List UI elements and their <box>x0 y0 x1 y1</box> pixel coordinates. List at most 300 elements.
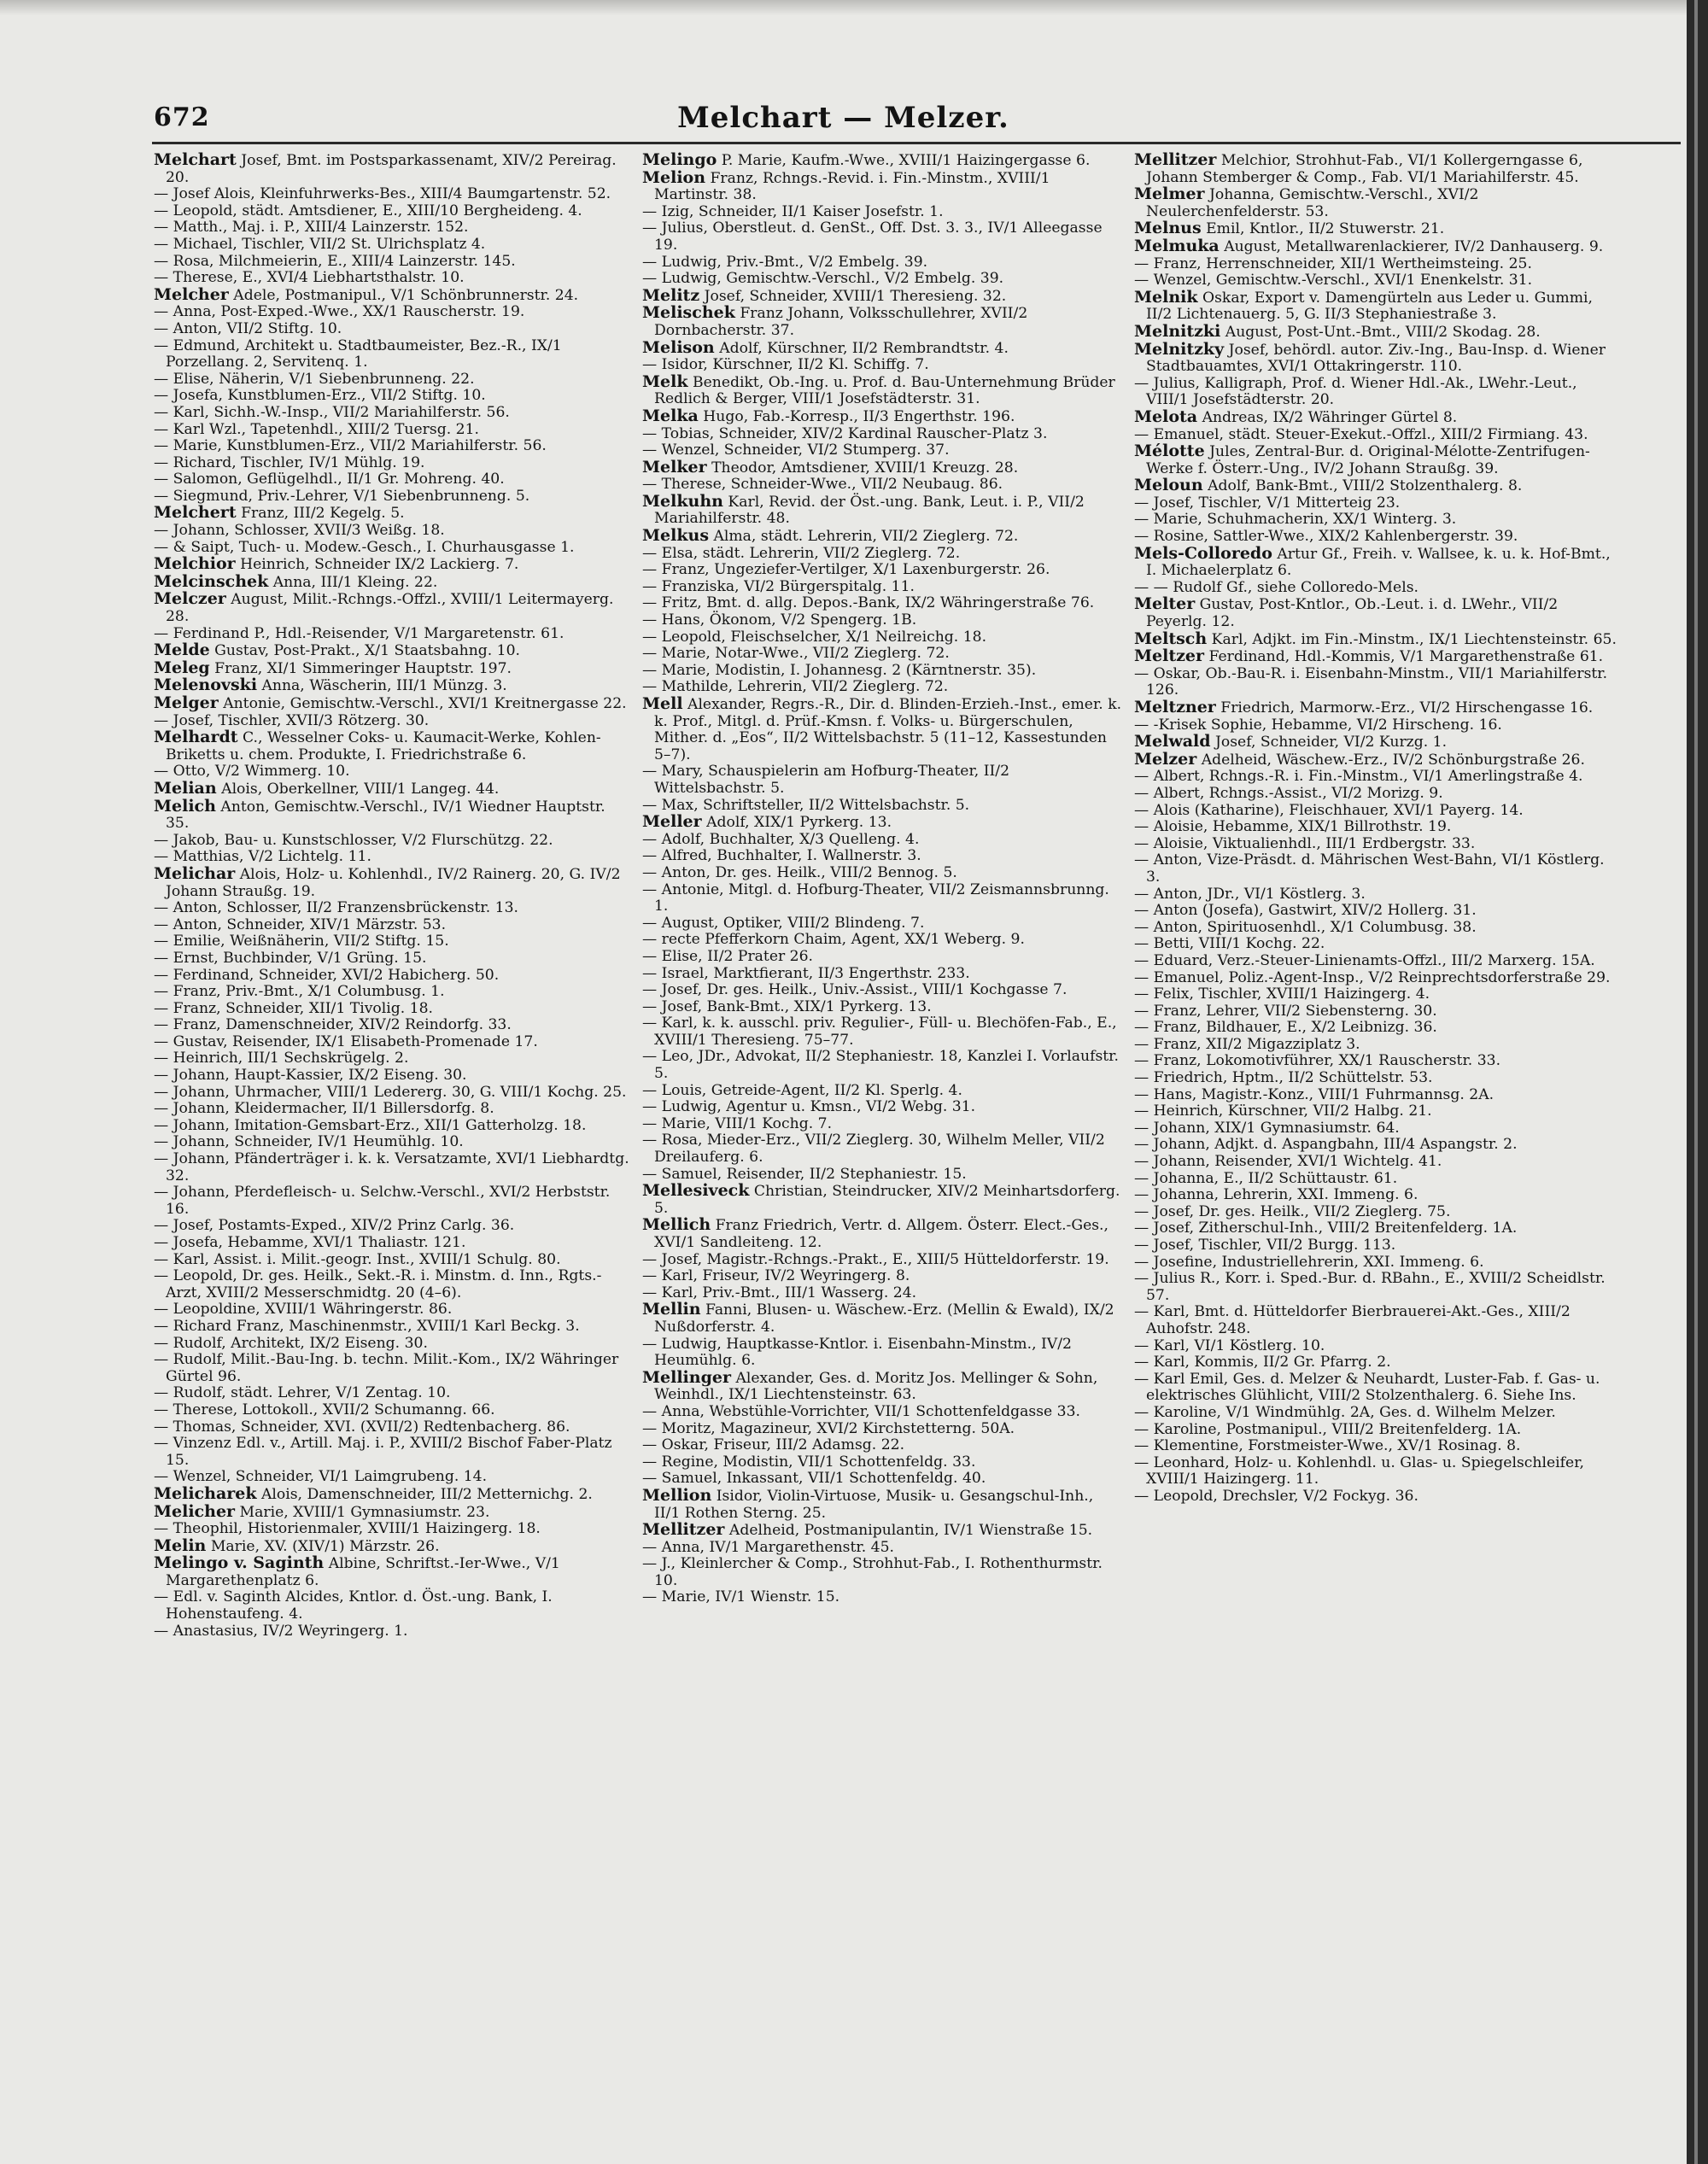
entry-surname: Mellinger <box>642 1367 731 1387</box>
entry-text: — -Krisek Sophie, Hebamme, VI/2 Hirscheng. 16. <box>1134 716 1502 734</box>
entry-surname: Melischek <box>642 303 735 323</box>
directory-entry <box>154 523 632 540</box>
directory-entry <box>642 1049 1122 1082</box>
entry-surname: Melka <box>642 406 699 425</box>
entry-surname: Melde <box>154 640 210 660</box>
entry-text: — Karl, Kommis, II/2 Gr. Pfarrg. 2. <box>1134 1354 1391 1372</box>
entry-text: Alexander, Ges. d. Moritz Jos. Mellinger & Sohn, Weinhdl., IX/1 Liechtensteinstr. 63. <box>654 1369 1098 1404</box>
entry-surname: Melison <box>642 337 715 357</box>
entry-text: — Heinrich, III/1 Sechskrügelg. 2. <box>154 1050 409 1067</box>
directory-entry <box>1134 443 1619 477</box>
directory-entry <box>154 863 632 900</box>
entry-text: — Wenzel, Schneider, VI/2 Stumperg. 37. <box>642 442 950 459</box>
entry-text: — Johann, Adjkt. d. Aspangbahn, III/4 Aspangstr. 2. <box>1134 1136 1518 1154</box>
entry-surname: Melcher <box>154 284 229 304</box>
entry-surname: Melger <box>154 693 219 712</box>
entry-text: — Aloisie, Viktualienhdl., III/1 Erdbergstr. 33. <box>1134 834 1476 852</box>
entry-text: — Rudolf, Milit.-Bau-Ing. b. techn. Milit.-Kom., IX/2 Währinger Gürtel 96. <box>154 1351 619 1385</box>
entry-text: — Heinrich, Kürschner, VII/2 Halbg. 21. <box>1134 1102 1432 1120</box>
directory-entry <box>642 1116 1122 1133</box>
page-number: 672 <box>154 102 210 132</box>
entry-surname: Meltzer <box>1134 646 1205 666</box>
entry-text: Oskar, Export v. Damengürteln aus Leder u. Gummi, II/2 Lichtenauerg. 5, G. II/3 Stephaniestraße 3. <box>1146 289 1593 324</box>
directory-entry <box>1134 1438 1619 1455</box>
directory-entry <box>1134 786 1619 803</box>
entry-text: — Rosine, Sattler-Wwe., XIX/2 Kahlenbergerstr. 39. <box>1134 528 1518 546</box>
directory-entry <box>154 1085 632 1102</box>
directory-entry <box>642 1183 1122 1217</box>
entry-text: — Julius, Oberstleut. d. GenSt., Off. Dst. 3. 3., IV/1 Alleegasse 19. <box>642 219 1103 254</box>
entry-text: — Emanuel, Poliz.-Agent-Insp., V/2 Reinprechtsdorferstraße 29. <box>1134 968 1611 986</box>
directory-entry <box>1134 986 1619 1003</box>
entry-text: — Israel, Marktfierant, II/3 Engerthstr. 233. <box>642 964 970 982</box>
directory-entry <box>642 1252 1122 1269</box>
entry-text: Adolf, Kürschner, II/2 Rembrandtstr. 4. <box>714 339 1009 357</box>
entry-text: — Karl Emil, Ges. d. Melzer & Neuhardt, Luster-Fab. f. Gas- u. elektrisches Glühlicht, VIII/2 Stolzenthalerg. 6. Siehe Ins. <box>1134 1370 1600 1405</box>
directory-entry <box>154 1101 632 1118</box>
directory-entry <box>154 677 632 695</box>
directory-entry <box>1134 1455 1619 1488</box>
entry-text: — Matth., Maj. i. P., XIII/4 Lainzerstr. 152. <box>154 219 469 237</box>
entry-surname: Mellich <box>642 1215 711 1235</box>
directory-entry <box>154 1252 632 1269</box>
directory-entry <box>154 237 632 254</box>
entry-text: — Johann, Schlosser, XVII/3 Weißg. 18. <box>154 522 445 540</box>
directory-entry <box>1134 1372 1619 1405</box>
directory-entry <box>154 405 632 422</box>
entry-text: Adolf, XIX/1 Pyrkerg. 13. <box>701 814 892 832</box>
entry-surname: Melian <box>154 778 217 798</box>
directory-entry <box>642 882 1122 915</box>
directory-entry <box>1134 1271 1619 1304</box>
entry-surname: Meller <box>642 812 702 832</box>
entry-text: Gustav, Post-Prakt., X/1 Staatsbahng. 10. <box>209 642 521 660</box>
directory-entry <box>642 612 1122 629</box>
directory-entry <box>154 338 632 371</box>
entry-surname: Mellesiveck <box>642 1181 750 1201</box>
entry-surname: Melczer <box>154 589 226 609</box>
directory-entry <box>154 1218 632 1235</box>
entry-text: — Anton (Josefa), Gastwirt, XIV/2 Hollerg. 31. <box>1134 902 1477 920</box>
directory-entry <box>1134 936 1619 953</box>
entry-text: Franz Friedrich, Vertr. d. Allgem. Österr. Elect.-Ges., XVI/1 Sandleiteng. 12. <box>654 1217 1108 1251</box>
entry-text: — Hans, Magistr.-Konz., VIII/1 Fuhrmannsg. 2A. <box>1134 1085 1494 1103</box>
directory-entry <box>642 1132 1122 1166</box>
directory-entry <box>154 778 632 798</box>
entry-text: — Jakob, Bau- u. Kunstschlosser, V/2 Flurschützg. 22. <box>154 831 553 849</box>
entry-surname: Mellin <box>642 1300 701 1319</box>
directory-entry <box>154 1501 632 1522</box>
directory-entry <box>154 591 632 625</box>
entry-text: August, Metallwarenlackierer, IV/2 Danhauserg. 9. <box>1219 237 1604 255</box>
entry-text: — Regine, Modistin, VII/1 Schottenfeldg. 33. <box>642 1453 976 1471</box>
directory-entry <box>1134 339 1619 376</box>
entry-text: — Hans, Ökonom, V/2 Spengerg. 1B. <box>642 611 917 629</box>
entry-text: Melchior, Strohhut-Fab., VI/1 Kollergerngasse 6, Johann Stemberger & Comp., Fab. VI/1 Mariahilferstr. 45. <box>1146 152 1583 186</box>
entry-text: — Richard Franz, Maschinenmstr., XVIII/1 Karl Beckg. 3. <box>154 1317 580 1335</box>
directory-entry <box>1134 1137 1619 1154</box>
entry-text: — Oskar, Ob.-Bau-R. i. Eisenbahn-Minstm., VII/1 Mariahilferstr. 126. <box>1134 664 1608 699</box>
directory-entry <box>642 679 1122 696</box>
entry-text: — Theophil, Historienmaler, XVIII/1 Haizingerg. 18. <box>154 1520 541 1538</box>
directory-entry <box>154 1336 632 1353</box>
entry-text: — Josef, Dr. ges. Heilk., Univ.-Assist., VIII/1 Kochgasse 7. <box>642 981 1068 999</box>
entry-text: Alois, Holz- u. Kohlenhdl., IV/2 Rainerg. 20, G. IV/2 Johann Straußg. 19. <box>166 865 621 900</box>
directory-entry <box>642 426 1122 443</box>
entry-surname: Melota <box>1134 406 1198 426</box>
directory-entry <box>1134 321 1619 342</box>
header-rule <box>152 142 1681 144</box>
entry-text: — & Saipt, Tuch- u. Modew.-Gesch., I. Churhausgasse 1. <box>154 538 575 556</box>
directory-entry <box>154 1535 632 1556</box>
entry-text: — Wenzel, Schneider, VI/1 Laimgrubeng. 14. <box>154 1468 488 1486</box>
directory-entry <box>642 152 1122 170</box>
entry-surname: Melion <box>642 167 706 187</box>
directory-entry <box>154 1521 632 1538</box>
directory-entry <box>1134 953 1619 970</box>
entry-text: — Leonhard, Holz- u. Kohlenhdl. u. Glas- u. Spiegelschleifer, XVIII/1 Haizingerg. 11. <box>1134 1453 1584 1488</box>
directory-entry <box>1134 631 1619 649</box>
entry-text: — Josef, Tischler, XVII/3 Rötzerg. 30. <box>154 711 430 729</box>
entry-text: — Rudolf, städt. Lehrer, V/1 Zentag. 10. <box>154 1384 451 1402</box>
entry-surname: Melcinschek <box>154 571 269 591</box>
entry-text: — Michael, Tischler, VII/2 St. Ulrichsplatz 4. <box>154 235 486 253</box>
directory-entry <box>154 1555 632 1589</box>
directory-entry <box>1134 852 1619 886</box>
directory-entry <box>1134 1003 1619 1021</box>
entry-text: August, Post-Unt.-Bmt., VIII/2 Skodag. 28. <box>1220 323 1541 341</box>
entry-text: — J., Kleinlercher & Comp., Strohhut-Fab., I. Rothenthurmstr. 10. <box>642 1555 1103 1589</box>
directory-entry <box>154 1050 632 1067</box>
directory-entry <box>154 254 632 271</box>
directory-entry <box>154 1134 632 1151</box>
directory-entry <box>642 1421 1122 1438</box>
entry-text: — Alfred, Buchhalter, I. Wallnerstr. 3. <box>642 847 921 865</box>
directory-entry <box>154 1017 632 1034</box>
directory-entry <box>154 1589 632 1623</box>
directory-entry <box>1134 734 1619 752</box>
directory-entry <box>642 1099 1122 1116</box>
directory-entry <box>642 915 1122 933</box>
entry-text: Josef, Schneider, XVIII/1 Theresieng. 32. <box>699 287 1007 305</box>
entry-surname: Melkus <box>642 526 710 546</box>
entry-text: — Emilie, Weißnäherin, VII/2 Stiftg. 15. <box>154 933 449 950</box>
entry-text: — Otto, V/2 Wimmerg. 10. <box>154 763 350 781</box>
entry-surname: Melchert <box>154 503 237 523</box>
entry-text: — Leopold, Fleischselcher, X/1 Neilreichg. 18. <box>642 628 987 646</box>
entry-text: — Edl. v. Saginth Alcides, Kntlor. d. Öst.-ung. Bank, I. Hohenstaufeng. 4. <box>154 1588 553 1623</box>
directory-entry <box>642 1556 1122 1589</box>
entry-text: Josef, behördl. autor. Ziv.-Ing., Bau-Insp. d. Wiener Stadtbauamtes, XVI/1 Ottakringerstr. 110. <box>1146 341 1606 376</box>
directory-entry <box>154 1436 632 1469</box>
directory-entry <box>642 932 1122 949</box>
directory-entry <box>154 642 632 660</box>
entry-text: — Emanuel, städt. Steuer-Exekut.-Offzl., XIII/2 Firmiang. 43. <box>1134 425 1588 443</box>
column-2 <box>642 152 1122 2116</box>
directory-entry <box>154 933 632 950</box>
entry-text: Franz Johann, Volksschullehrer, XVII/2 Dornbacherstr. 37. <box>654 305 1028 339</box>
entry-text: — Anna, Webstühle-Vorrichter, VII/1 Schottenfeldgasse 33. <box>642 1402 1080 1420</box>
entry-text: — Karl, VI/1 Köstlerg. 10. <box>1134 1336 1325 1354</box>
entry-text: — Josefa, Hebamme, XVI/1 Thaliastr. 121. <box>154 1234 466 1251</box>
entry-text: — Wenzel, Gemischtw.-Verschl., XVI/1 Enenkelstr. 31. <box>1134 272 1533 290</box>
entry-text: — Elise, Näherin, V/1 Siebenbrunneng. 22. <box>154 370 475 388</box>
directory-entry <box>642 337 1122 358</box>
entry-text: — Karl, Sichh.-W.-Insp., VII/2 Mariahilferstr. 56. <box>154 403 510 421</box>
entry-text: Isidor, Violin-Virtuose, Musik- u. Gesangschul-Inh., II/1 Rothen Sterng. 25. <box>654 1487 1094 1522</box>
entry-text: — Alois (Katharine), Fleischhauer, XVI/1 Payerg. 14. <box>1134 801 1524 819</box>
entry-text: — Julius, Kalligraph, Prof. d. Wiener Hdl.-Ak., LWehr.-Leut., VIII/1 Josefstädterstr. 20. <box>1134 374 1577 409</box>
directory-entry <box>1134 1020 1619 1037</box>
entry-text: Antonie, Gemischtw.-Verschl., XVI/1 Kreitnergasse 22. <box>218 695 627 712</box>
entry-text: C., Wesselner Coks- u. Kaumacit-Werke, Kohlen-Briketts u. chem. Produkte, I. Friedrichstraße 6. <box>166 729 601 763</box>
entry-text: Adelheid, Postmanipulantin, IV/1 Wienstraße 15. <box>724 1522 1093 1540</box>
entry-text: — Karl, k. k. ausschl. priv. Regulier-, Füll- u. Blechöfen-Fab., E., XVIII/1 Theresieng. 75–77. <box>642 1015 1117 1049</box>
directory-entry <box>154 388 632 405</box>
entry-text: — Max, Schriftsteller, II/2 Wittelsbachstr. 5. <box>642 796 970 814</box>
directory-entry <box>1134 769 1619 786</box>
directory-entry <box>1134 477 1619 495</box>
directory-entry <box>154 660 632 678</box>
entry-text: — Anton, JDr., VI/1 Köstlerg. 3. <box>1134 885 1366 903</box>
entry-surname: Melmuka <box>1134 236 1220 255</box>
directory-entry <box>154 571 632 592</box>
column-1 <box>154 152 632 2116</box>
directory-entry <box>154 371 632 389</box>
entry-text: — Leopold, städt. Amtsdiener, E., XIII/10 Bergheideng. 4. <box>154 202 582 219</box>
entry-text: — Leopold, Dr. ges. Heilk., Sekt.-R. i. Minstm. d. Inn., Rgts.-Arzt, XVIII/2 Messerschmidtg. 20 (4–6). <box>154 1267 602 1301</box>
entry-text: — Ernst, Buchbinder, V/1 Grüng. 15. <box>154 949 427 967</box>
directory-entry <box>154 984 632 1001</box>
directory-entry <box>1134 406 1619 427</box>
directory-entry <box>154 950 632 968</box>
entry-surname: Melter <box>1134 594 1196 614</box>
directory-entry <box>154 455 632 472</box>
entry-text: — Antonie, Mitgl. d. Hofburg-Theater, VII/2 Zeismannsbrunng. 1. <box>642 880 1109 915</box>
entry-surname: Melwald <box>1134 732 1211 752</box>
directory-entry <box>642 1268 1122 1285</box>
entry-text: — Tobias, Schneider, XIV/2 Kardinal Rauscher-Platz 3. <box>642 424 1048 442</box>
entry-text: Gustav, Post-Kntlor., Ob.-Leut. i. d. LWehr., VII/2 Peyerlg. 12. <box>1146 596 1559 631</box>
directory-entry <box>642 220 1122 254</box>
entry-text: — Franz, Damenschneider, XIV/2 Reindorfg. 33. <box>154 1016 512 1034</box>
entry-text: — Marie, Modistin, I. Johannesg. 2 (Kärntnerstr. 35). <box>642 661 1037 679</box>
entry-text: Josef, Schneider, VI/2 Kurzg. 1. <box>1210 734 1448 752</box>
entry-text: Franz, III/2 Kegelg. 5. <box>236 505 405 523</box>
directory-entry <box>154 203 632 220</box>
directory-entry <box>154 304 632 321</box>
directory-entry <box>642 663 1122 680</box>
entry-text: — — Rudolf Gf., siehe Colloredo-Mels. <box>1134 578 1418 596</box>
directory-entry <box>642 491 1122 528</box>
entry-text: — Marie, Kunstblumen-Erz., VII/2 Mariahilferstr. 56. <box>154 437 547 455</box>
directory-entry <box>642 1485 1122 1522</box>
directory-entry <box>1134 596 1619 630</box>
entry-surname: Melichar <box>154 863 236 883</box>
directory-entry <box>154 556 632 574</box>
entry-text: Theodor, Amtsdiener, XVIII/1 Kreuzg. 28. <box>706 459 1019 477</box>
entry-text: — Johanna, E., II/2 Schüttaustr. 61. <box>1134 1169 1398 1187</box>
entry-text: — Eduard, Verz.-Steuer-Linienamts-Offzl., III/2 Marxerg. 15A. <box>1134 951 1595 969</box>
entry-text: — Rosa, Milchmeierin, E., XIII/4 Lainzerstr. 145. <box>154 252 516 270</box>
directory-entry <box>154 186 632 203</box>
directory-entry <box>154 626 632 643</box>
directory-entry <box>642 1437 1122 1454</box>
page-top-shadow <box>0 0 1687 15</box>
directory-entry <box>154 219 632 237</box>
entry-surname: Melich <box>154 796 216 816</box>
entry-text: Albine, Schriftst.-Ier-Wwe., V/1 Margarethenplatz 6. <box>166 1555 560 1589</box>
entry-surname: Meltsch <box>1134 629 1208 648</box>
entry-text: — Franz, Lokomotivführer, XX/1 Rauscherstr. 33. <box>1134 1052 1501 1070</box>
entry-surname: Melkuhn <box>642 491 723 511</box>
entry-text: — Johann, Schneider, IV/1 Heumühlg. 10. <box>154 1133 464 1151</box>
entry-surname: Melk <box>642 371 688 391</box>
directory-entry <box>154 1419 632 1436</box>
entry-text: P. Marie, Kaufm.-Wwe., XVIII/1 Haizingergasse 6. <box>717 152 1091 169</box>
directory-entry <box>154 1319 632 1336</box>
entry-text: — Friedrich, Hptm., II/2 Schüttelstr. 53. <box>1134 1069 1433 1087</box>
entry-text: — Anton, Schneider, XIV/1 Märzstr. 53. <box>154 915 447 933</box>
directory-entry <box>642 408 1122 426</box>
entry-text: Christian, Steindrucker, XIV/2 Meinhartsdorferg. 5. <box>654 1183 1120 1217</box>
entry-text: — Johann, Reisender, XVI/1 Wichtelg. 41. <box>1134 1153 1442 1171</box>
directory-entry <box>154 1001 632 1018</box>
entry-text: — Franz, XII/2 Migazziplatz 3. <box>1134 1035 1360 1053</box>
entry-text: — Gustav, Reisender, IX/1 Elisabeth-Promenade 17. <box>154 1032 538 1050</box>
entry-text: — Josef, Tischler, V/1 Mitterteig 23. <box>1134 494 1401 512</box>
entry-text: Friedrich, Marmorw.-Erz., VI/2 Hirschengasse 16. <box>1215 699 1594 716</box>
directory-entry <box>1134 543 1619 580</box>
directory-entry <box>642 1083 1122 1100</box>
directory-entry <box>1134 1338 1619 1355</box>
entry-text: — Albert, Rchngs.-Assist., VI/2 Morizg. 9. <box>1134 784 1443 802</box>
entry-text: — Franz, Schneider, XII/1 Tivolig. 18. <box>154 999 434 1017</box>
entry-text: — Karl, Assist. i. Milit.-geogr. Inst., XVIII/1 Schulg. 80. <box>154 1250 561 1268</box>
directory-entry <box>154 900 632 917</box>
entry-text: — Josefa, Kunstblumen-Erz., VII/2 Stiftg. 10. <box>154 387 486 405</box>
directory-entry <box>642 357 1122 374</box>
entry-text: — Leopold, Drechsler, V/2 Fockyg. 36. <box>1134 1487 1418 1505</box>
entry-text: Jules, Zentral-Bur. d. Original-Mélotte-Zentrifugen-Werke f. Österr.-Ung., IV/2 Johann Straußg. 39. <box>1146 443 1590 477</box>
directory-entry <box>642 271 1122 288</box>
entry-text: Anna, III/1 Kleing. 22. <box>268 573 438 591</box>
entry-text: — Samuel, Reisender, II/2 Stephaniestr. 15. <box>642 1165 967 1183</box>
entry-text: — Anton, Vize-Präsdt. d. Mährischen West-Bahn, VI/1 Köstlerg. 3. <box>1134 851 1605 886</box>
directory-entry <box>642 305 1122 339</box>
entry-text: — Anastasius, IV/2 Weyringerg. 1. <box>154 1622 408 1640</box>
entry-text: — Rosa, Mieder-Erz., VII/2 Zieglerg. 30, Wilhelm Meller, VII/2 Dreilauferg. 6. <box>642 1132 1105 1167</box>
directory-entry <box>154 1352 632 1385</box>
entry-text: — Franz, Ungeziefer-Vertilger, X/1 Laxenburgerstr. 26. <box>642 561 1050 579</box>
directory-entry <box>642 1217 1122 1251</box>
directory-entry <box>642 285 1122 306</box>
entry-text: — Josef, Bank-Bmt., XIX/1 Pyrkerg. 13. <box>642 997 932 1015</box>
directory-entry <box>1134 803 1619 820</box>
entry-text: — Marie, Schuhmacherin, XX/1 Winterg. 3. <box>1134 511 1457 529</box>
entry-text: — Fritz, Bmt. d. allg. Depos.-Bank, IX/2 Währingerstraße 76. <box>642 594 1095 612</box>
directory-entry <box>154 1034 632 1051</box>
entry-text: — Josef, Postamts-Exped., XIV/2 Prinz Carlg. 36. <box>154 1217 515 1235</box>
directory-entry <box>1134 186 1619 220</box>
directory-entry <box>154 917 632 934</box>
directory-entry <box>642 798 1122 815</box>
entry-surname: Melicher <box>154 1501 236 1521</box>
entry-text: — Elise, II/2 Prater 26. <box>642 947 813 965</box>
entry-text: — Johann, Uhrmacher, VIII/1 Ledererg. 30, G. VIII/1 Kochg. 25. <box>154 1083 627 1101</box>
directory-entry <box>1134 1087 1619 1104</box>
entry-surname: Melitz <box>642 285 700 305</box>
entry-surname: Melingo <box>642 152 717 169</box>
directory-entry <box>642 848 1122 865</box>
directory-entry <box>642 646 1122 663</box>
directory-entry <box>642 1367 1122 1404</box>
running-head: Melchart — Melzer. <box>677 101 1009 135</box>
entry-surname: Melnik <box>1134 287 1198 307</box>
entry-surname: Mélotte <box>1134 442 1205 461</box>
directory-entry <box>154 1235 632 1252</box>
directory-entry <box>1134 749 1619 769</box>
entry-text: Marie, XV. (XIV/1) Märzstr. 26. <box>206 1537 440 1555</box>
entry-text: — Karoline, V/1 Windmühlg. 2A, Ges. d. Wilhelm Melzer. <box>1134 1403 1556 1421</box>
entry-text: Alois, Oberkellner, VIII/1 Langeg. 44. <box>216 780 500 798</box>
directory-entry <box>154 471 632 488</box>
entry-surname: Melzer <box>1134 749 1197 769</box>
entry-text: — Marie, Notar-Wwe., VII/2 Zieglerg. 72. <box>642 645 950 663</box>
directory-entry <box>642 1454 1122 1471</box>
entry-text: Hugo, Fab.-Korresp., II/3 Engerthstr. 196. <box>698 407 1015 425</box>
entry-text: — Felix, Tischler, XVIII/1 Haizingerg. 4. <box>1134 985 1430 1003</box>
directory-entry <box>1134 1237 1619 1255</box>
entry-text: — Edmund, Architekt u. Stadtbaumeister, Bez.-R., IX/1 Porzellang. 2, Servitenq. 1. <box>154 336 562 371</box>
directory-entry <box>1134 1120 1619 1138</box>
directory-entry <box>642 1285 1122 1302</box>
entry-surname: Meloun <box>1134 476 1203 495</box>
directory-entry <box>642 629 1122 646</box>
directory-entry <box>642 442 1122 459</box>
directory-entry <box>1134 1187 1619 1204</box>
directory-entry <box>642 1540 1122 1557</box>
entry-text: — Therese, Schneider-Wwe., VII/2 Neubaug. 86. <box>642 476 1003 494</box>
binding-edge-highlight <box>1694 0 1698 2164</box>
entry-text: — Anton, VII/2 Stiftg. 10. <box>154 319 342 337</box>
entry-text: — Samuel, Inkassant, VII/1 Schottenfeldg. 40. <box>642 1470 986 1488</box>
directory-entry <box>1134 1070 1619 1087</box>
entry-text: — Karl, Priv.-Bmt., III/1 Wasserg. 24. <box>642 1284 917 1301</box>
directory-entry <box>154 505 632 523</box>
entry-text: — Thomas, Schneider, XVI. (XVII/2) Redtenbacherg. 86. <box>154 1418 570 1436</box>
directory-entry <box>1134 970 1619 987</box>
entry-text: — Franziska, VI/2 Bürgerspitalg. 11. <box>642 577 915 595</box>
entry-text: — Ludwig, Agentur u. Kmsn., VI/2 Webg. 31. <box>642 1098 976 1116</box>
entry-text: — Josef Alois, Kleinfuhrwerks-Bes., XIII/4 Baumgartenstr. 52. <box>154 185 611 203</box>
directory-entry <box>154 729 632 763</box>
directory-entry <box>642 371 1122 408</box>
entry-text: — Albert, Rchngs.-R. i. Fin.-Minstm., VI/1 Amerlingstraße 4. <box>1134 768 1583 786</box>
directory-entry <box>1134 238 1619 256</box>
entry-text: — Karl, Bmt. d. Hütteldorfer Bierbrauerei-Akt.-Ges., XIII/2 Auhofstr. 248. <box>1134 1303 1571 1337</box>
entry-text: — Anton, Schlosser, II/2 Franzensbrückenstr. 13. <box>154 899 518 917</box>
directory-entry <box>642 167 1122 204</box>
entry-text: Benedikt, Ob.-Ing. u. Prof. d. Bau-Unternehmung Brüder Redlich & Berger, VIII/1 Josefstädterstr. 31. <box>654 373 1115 408</box>
entry-surname: Melnitzki <box>1134 321 1221 341</box>
directory-entry <box>642 814 1122 832</box>
entry-text: — Johann, Pferdefleisch- u. Selchw.-Verschl., XVI/2 Herbststr. 16. <box>154 1184 611 1218</box>
directory-entry <box>642 1336 1122 1370</box>
entry-text: — Ludwig, Hauptkasse-Kntlor. i. Eisenbahn-Minstm., IV/2 Heumühlg. 6. <box>642 1335 1072 1370</box>
entry-text: — Leo, JDr., Advokat, II/2 Stephaniestr. 18, Kanzlei I. Vorlaufstr. 5. <box>642 1048 1119 1083</box>
directory-entry <box>642 832 1122 849</box>
